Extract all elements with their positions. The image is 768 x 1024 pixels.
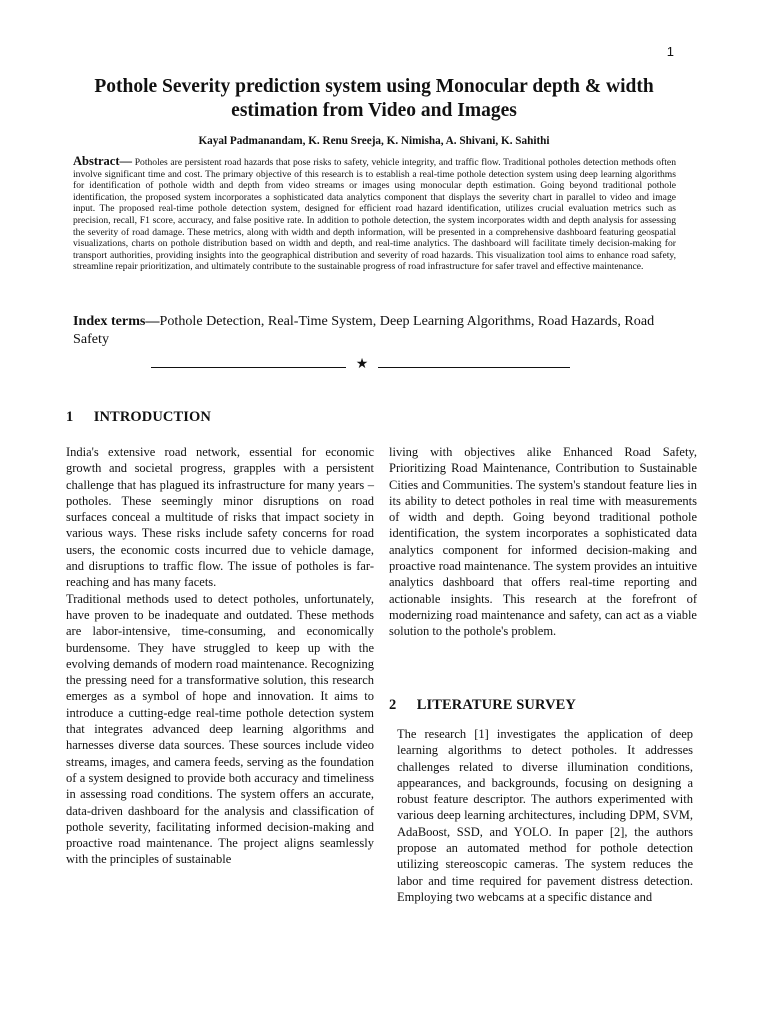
star-icon: ★ — [355, 357, 369, 372]
section-heading-literature-survey — [389, 697, 576, 714]
index-terms-label: Index terms— — [73, 313, 160, 329]
abstract-text: Potholes are persistent road hazards that pose risks to safety, vehicle integrity, and traffic flow. Traditional potholes detection methods often involve significant time and cost. The primary objective of this research is to establish a real-time pothole detection system using deep learning algorithms for identification of pothole width and depth from video streams or images using monocular depth estimation. Going beyond traditional pothole identification, the proposed system incorporates a sophisticated data analytics component that displays the severity chart in parallel to video and image input. The proposed real-time pothole detection system, designed for efficient road hazard identification, utilizes crucial evaluation metrics such as precision, recall, F1 score, accuracy, and false positive rate. In addition to pothole detection, the system incorporates width and depth analysis for assessing the severity of road damage. These metrics, along with width and depth information, will be presented in a comprehensive dashboard featuring geospatial visualizations, charts on pothole distribution based on width and depth, and real-time analytics. The dashboard will facilitate timely decision-making for transport authorities, providing insights into the geographical distribution and severity of road hazards. This visualization tool aims to enhance road safety, streamline repair prioritization, and ultimately contribute to the sustainable progress of road infrastructure for safer travel and effective maintenance. — [73, 157, 676, 273]
introduction-left-column — [66, 444, 374, 868]
abstract-label: Abstract— — [73, 154, 133, 168]
abstract — [73, 156, 676, 273]
introduction-right-column — [389, 444, 697, 640]
paper-title: Pothole Severity prediction system using Monocular depth & width estimation from Video and Images — [94, 76, 654, 121]
paragraph: Traditional methods used to detect potholes, unfortunately, have proven to be inadequate and outdated. These methods are labor-intensive, time-consuming, and economically burdensome. They have struggled to keep up with the evolving demands of modern road maintenance. Recognizing the pressing need for a transformative solution, this research emerges as a symbol of hope and innovation. It aims to introduce a cutting-edge real-time pothole detection system that integrates advanced deep learning algorithms and harnesses diverse data sources. These sources include video streams, images, and camera feeds, serving as the foundation of a system designed to provide both accuracy and timeliness in assessing road conditions. The system offers an accurate, data-driven dashboard for the analysis and classification of pothole severity, facilitating informed decision-making and proactive road maintenance. The project aligns seamlessly with the principles of sustainable — [66, 591, 374, 867]
author-list: Kayal Padmanandam, K. Renu Sreeja, K. Nimisha, A. Shivani, K. Sahithi — [198, 135, 550, 147]
divider-rule-right — [378, 367, 570, 368]
index-terms — [73, 313, 681, 348]
paragraph: living with objectives alike Enhanced Road Safety, Prioritizing Road Maintenance, Contribution to Sustainable Cities and Communities. The system's standout feature lies in its ability to detect potholes in real time with measurements of width and depth. Going beyond traditional pothole identification, the system incorporates a sophisticated data analytics component for informed decision-making and proactive road maintenance. The system provides an intuitive analytics dashboard that offers real-time reporting and actionable insights. This research at the forefront of modernizing road maintenance and safety, can act as a viable solution to the pothole's problem. — [389, 445, 697, 639]
section-title: INTRODUCTION — [93, 409, 211, 425]
paragraph: India's extensive road network, essential for economic growth and societal progress, grapples with a persistent challenge that has plagued its infrastructure for many years – potholes. These seemingly minor disruptions on road surfaces conceal a multitude of risks that impact society in various ways. These risks include safety concerns for road users, the economic costs incurred due to vehicle damage, and disruptions to traffic flow. The issue of potholes is far-reaching and has many facets. — [66, 445, 374, 590]
page-number: 1 — [666, 44, 674, 59]
divider-rule-left — [151, 367, 346, 368]
index-terms-text: Pothole Detection, Real-Time System, Deep Learning Algorithms, Road Hazards, Road Safety — [73, 313, 655, 347]
section-number: 2 — [389, 697, 397, 713]
paragraph: The research [1] investigates the application of deep learning algorithms to detect potholes. It addresses challenges related to diverse illumination conditions, appearances, and backgrounds, focusing on designing a robust feature descriptor. The authors experimented with various deep learning architectures, including DPM, SVM, AdaBoost, SSD, and YOLO. In paper [2], the authors propose an automated method for pothole detection utilizing stereoscopic cameras. The system reduces the labor and time required for pavement distress detection. Employing two webcams at a specific distance and — [397, 727, 693, 904]
literature-survey-column — [397, 726, 693, 905]
section-title: LITERATURE SURVEY — [416, 697, 576, 713]
section-heading-introduction — [66, 409, 211, 426]
section-number: 1 — [66, 409, 74, 425]
